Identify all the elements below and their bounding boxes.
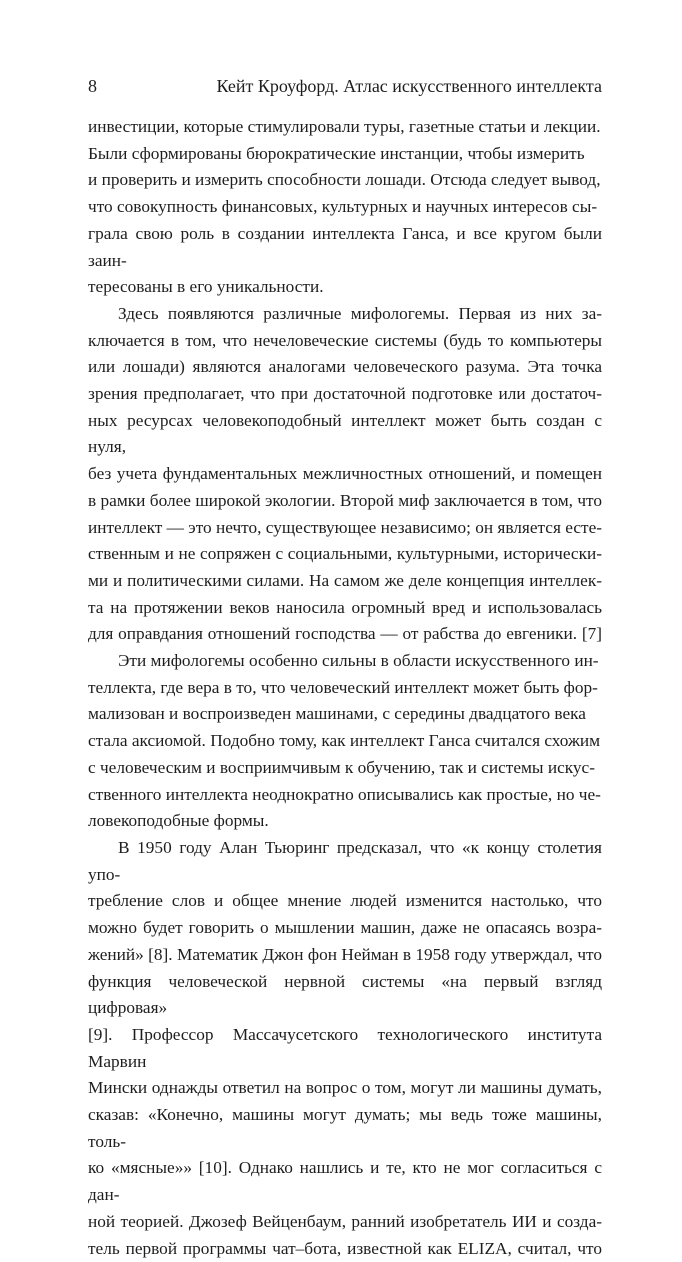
body-text [88, 114, 602, 1262]
running-title: Кейт Кроуфорд. Атлас искусственного интеллекта [216, 76, 602, 96]
paragraph-3: Эти мифологемы особенно сильны в области искусственного ин- теллекта, где вера в то, что человеческий интеллект может быть фор- мализован и воспроизведен машинами, с середины двадцатого века стала аксиомой. Подобно тому, как интеллект Ганса считался схожим с человеческим и восприимчивым к обучению, так и системы искус- ственного интеллекта неоднократно описывались как простые, но че- ловекоподобные формы. [88, 651, 601, 831]
paragraph-2: Здесь появляются различные мифологемы. Первая из них за- ключается в том, что нечеловеческие системы (будь то компьютеры или лошади) являются аналогами человеческого разума. Эта точка зрения предполагает, что при достаточной подготовке или достаточ- ных ресурсах человекоподобный интеллект может быть создан с нуля, без учета фундаментальных межличностных отношений, и помещен в рамки более широкой экологии. Второй миф заключается в том, что интеллект — это нечто, существующее независимо; он является есте- ственным и не сопряжен с социальными, культурными, исторически- ми и политическими силами. На самом же деле концепция интеллек- та на протяжении веков наносила огромный вред и использовалась для оправдания отношений господства — от рабства до евгеники. [7] [88, 303, 602, 644]
paragraph-4: В 1950 году Алан Тьюринг предсказал, что «к концу столетия упо- требление слов и общее мнение людей изменится настолько, что можно будет говорить о мышлении машин, даже не опасаясь возра- жений» [8]. Математик Джон фон Нейман в 1958 году утверждал, что функция человеческой нервной системы «на первый взгляд цифровая» [9]. Профессор Массачусетского технологического института Марвин Мински однажды ответил на вопрос о том, могут ли машины думать, сказав: «Конечно, машины могут думать; мы ведь тоже машины, толь- ко «мясные»» [10]. Однако нашлись и те, кто не мог согласиться с дан- ной теорией. Джозеф Вейценбаум, ранний изобретатель ИИ и созда- тель первой программы чат–бота, известной как ELIZA, считал, что [88, 837, 602, 1258]
paragraph-1: инвестиции, которые стимулировали туры, газетные статьи и лекции. Были сформированы бюрократические инстанции, чтобы измерить и проверить и измерить способности лошади. Отсюда следует вывод, что совокупность финансовых, культурных и научных интересов сы- грала свою роль в создании интеллекта Ганса, и все кругом были заин- тересованы в его уникальности. [88, 117, 602, 297]
page-number: 8 [88, 76, 97, 96]
page-header [88, 74, 602, 98]
